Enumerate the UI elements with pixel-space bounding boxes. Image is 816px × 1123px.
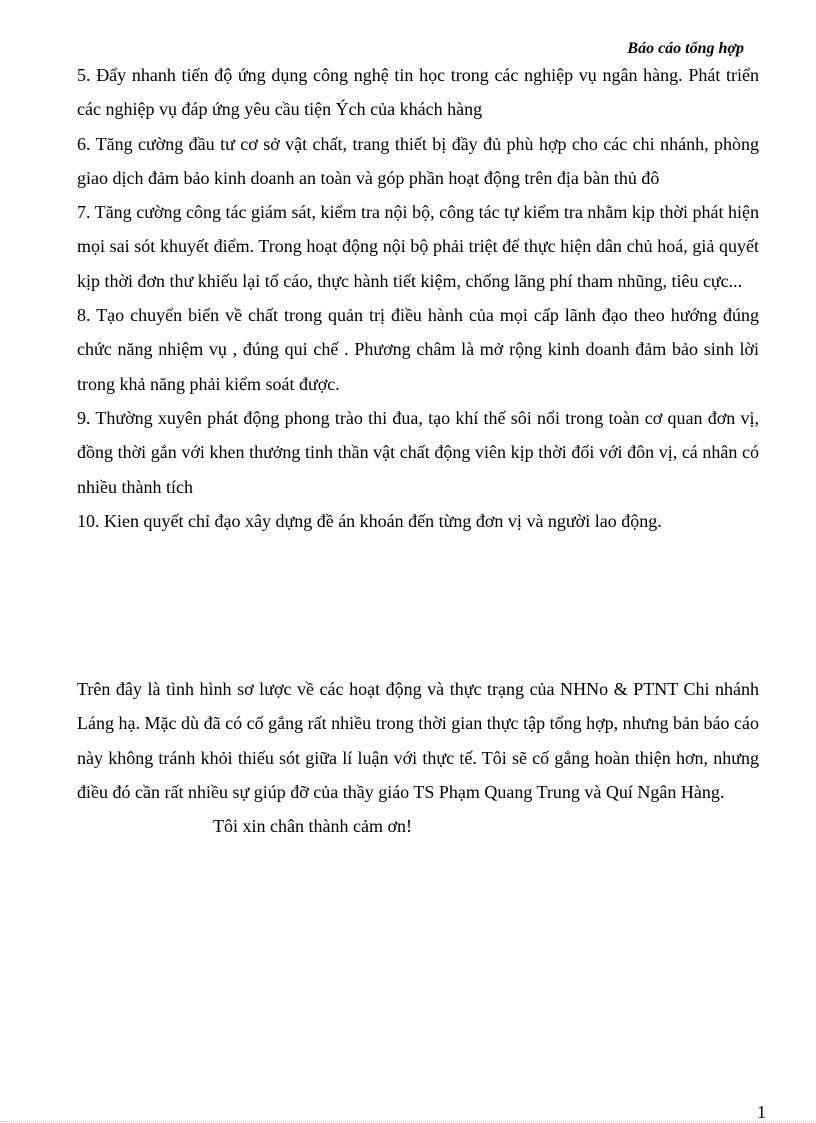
document-body [77, 58, 759, 844]
list-item-6: 6. Tăng cường đầu tư cơ sở vật chất, trang thiết bị đầy đủ phù hợp cho các chi nhánh, phòng giao dịch đảm bảo kinh doanh an toàn và góp phần hoạt động trên địa bàn thủ đô [77, 133, 759, 188]
running-header: Báo cáo tổng hợp [627, 40, 744, 57]
list-item-7: 7. Tăng cường công tác giám sát, kiểm tra nội bộ, công tác tự kiểm tra nhằm kịp thời phát hiện mọi sai sót khuyết điểm. Trong hoạt động nội bộ phải triệt để thực hiện dân chủ hoá, giả quyết kịp thời đơn thư khiếu lại tố cáo, thực hành tiết kiệm, chống lãng phí tham nhũng, tiêu cực... [77, 202, 759, 291]
list-item-5: 5. Đẩy nhanh tiến độ ứng dụng công nghệ tin học trong các nghiệp vụ ngân hàng. Phát triển các nghiệp vụ đáp ứng yêu cầu tiện Ých của khách hàng [77, 65, 759, 120]
list-item-9: 9. Thường xuyên phát động phong trào thi đua, tạo khí thế sôi nổi trong toàn cơ quan đơn vị, đồng thời gắn với khen thưởng tinh thần vật chất động viên kịp thời đối với đôn vị, cá nhân có nhiều thành tích [77, 407, 759, 497]
blank-space [77, 538, 759, 672]
thanks-line: Tôi xin chân thành cảm ơn! [213, 816, 412, 837]
list-item-8: 8. Tạo chuyển biến về chất trong quản trị điều hành của mọi cấp lãnh đạo theo hướng đúng chức năng nhiệm vụ , đúng qui chế . Phương châm là mở rộng kinh doanh đảm bảo sinh lời trong khả năng phải kiểm soát được. [77, 305, 759, 394]
list-item-10: 10. Kien quyết chỉ đạo xây dựng đề án khoán đến từng đơn vị và người lao động. [77, 510, 662, 531]
conclusion-paragraph: Trên đây là tình hình sơ lược về các hoạt động và thực trạng của NHNo & PTNT Chi nhánh Láng hạ. Mặc dù đã có cố gắng rất nhiều trong thời gian thực tập tổng hợp, nhưng bản báo cáo này không tránh khỏi thiếu sót giữa lí luận với thực tế. Tôi sẽ cố gắng hoàn thiện hơn, nhưng điều đó cần rất nhiều sự giúp đỡ của thầy giáo TS Phạm Quang Trung và Quí Ngân Hàng. [77, 679, 759, 803]
footer-divider [0, 1121, 816, 1122]
page-number: 1 [757, 1102, 766, 1122]
